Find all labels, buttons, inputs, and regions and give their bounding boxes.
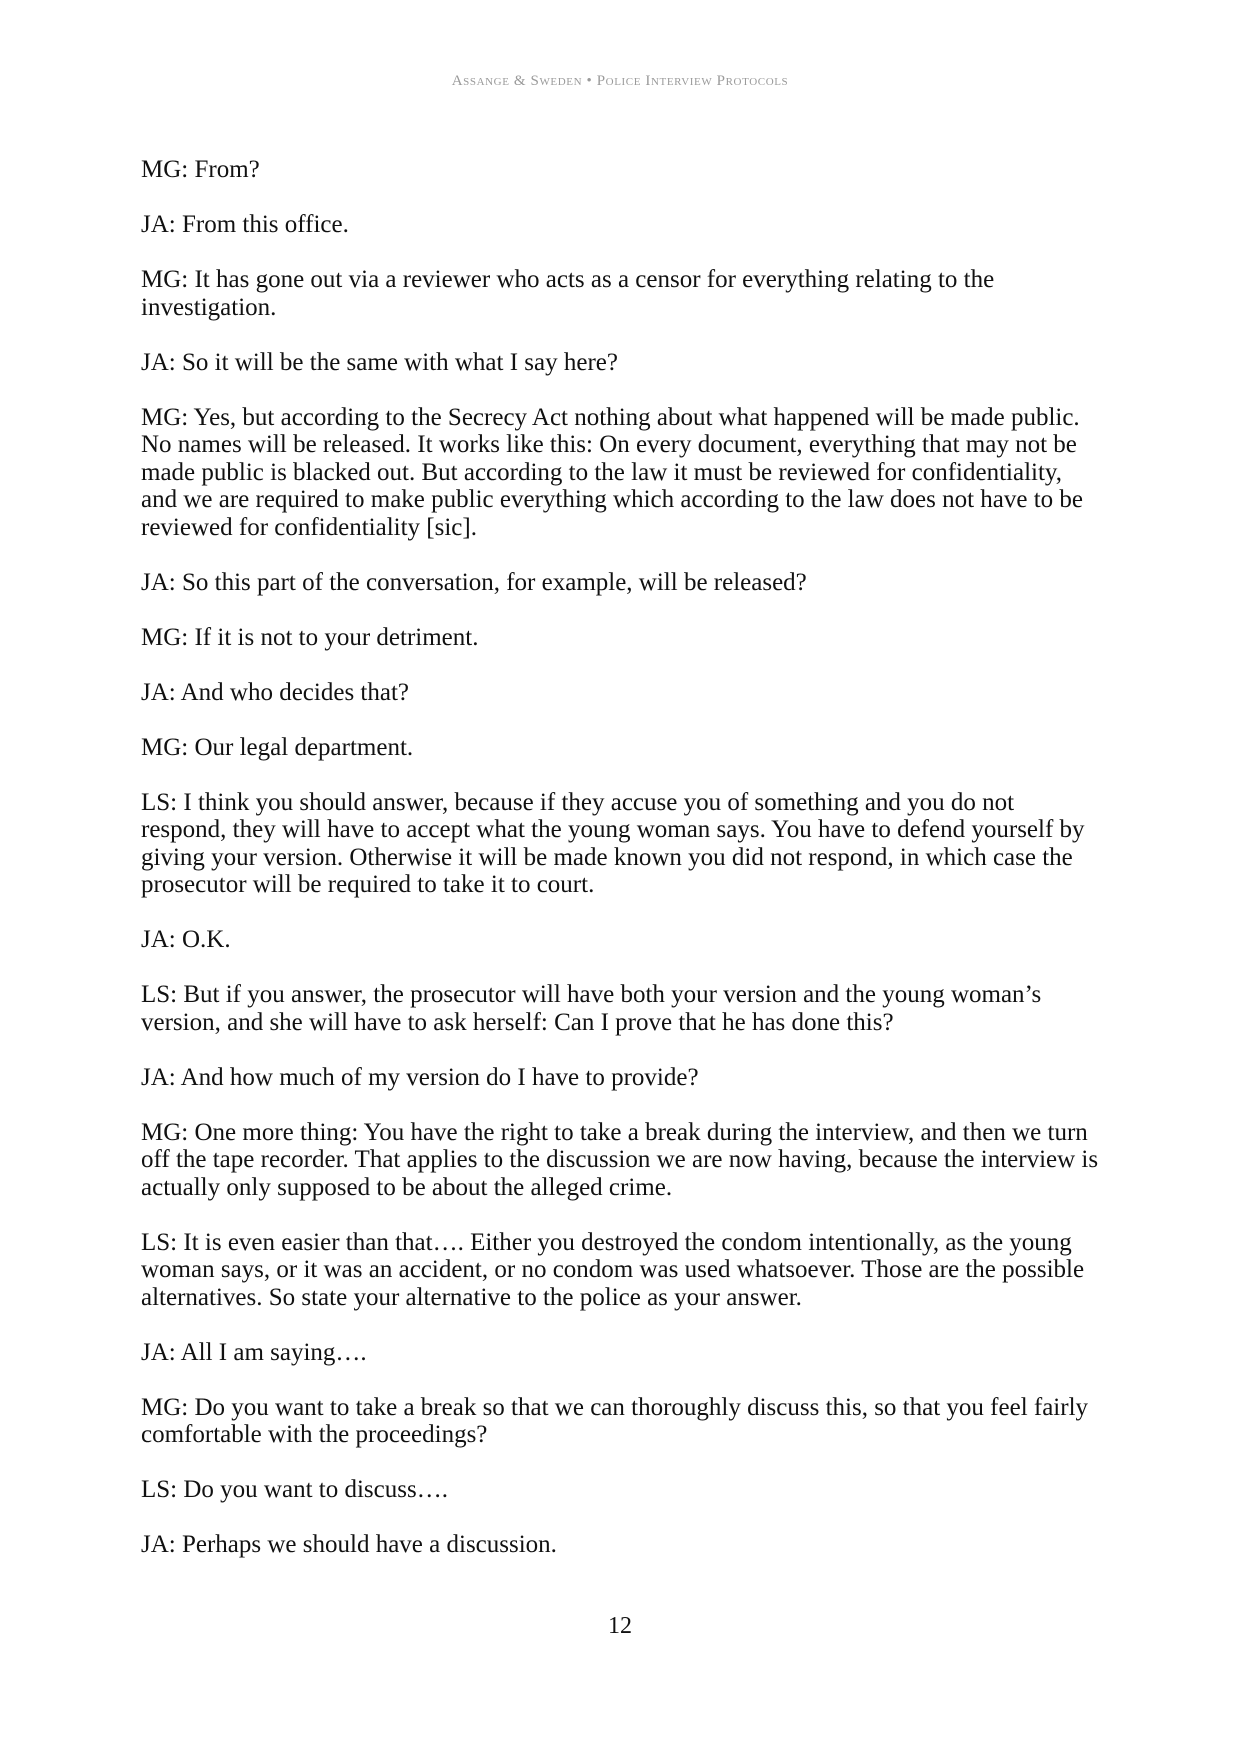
transcript-paragraph: JA: O.K.	[141, 926, 231, 953]
transcript-paragraph: MG: It has gone out via a reviewer who acts as a censor for everything relating to the investigation.	[141, 266, 995, 321]
transcript-paragraph: JA: So this part of the conversation, for example, will be released?	[141, 568, 807, 596]
transcript-paragraph: LS: It is even easier than that…. Either you destroyed the condom intentionally, as the young woman says, or it was an accident, or no condom was used whatsoever. Those are the possible alternatives. So state your alternative to the police as your answer.	[141, 1228, 1085, 1311]
transcript-paragraph: MG: Do you want to take a break so that we can thoroughly discuss this, so that you feel fairly comfortable with the proceedings?	[141, 1393, 1089, 1448]
transcript-paragraph: LS: I think you should answer, because if they accuse you of something and you do not respond, they will have to accept what the young woman says. You have to defend yourself by giving your version. Otherwise it will be made known you did not respond, in which case the prosecutor will be required to take it to court.	[141, 788, 1085, 898]
transcript-paragraph: MG: From?	[141, 156, 260, 183]
transcript-paragraph: JA: Perhaps we should have a discussion.	[141, 1531, 557, 1558]
transcript-paragraph: MG: Yes, but according to the Secrecy Act nothing about what happened will be made public. No names will be released. It works like this: On every document, everything that may not be made public is blacked out. But according to the law it must be reviewed for confidentiality, and we are required to make public everything which according to the law does not have to be reviewed for confidentiality [sic].	[141, 403, 1084, 541]
transcript-paragraph: JA: And who decides that?	[141, 678, 410, 706]
transcript-paragraph: JA: From this office.	[141, 211, 349, 238]
transcript-paragraph: LS: But if you answer, the prosecutor will have both your version and the young woman’s version, and she will have to ask herself: Can I prove that he has done this?	[141, 981, 1042, 1036]
transcript-paragraph: MG: If it is not to your detriment.	[141, 623, 479, 651]
transcript-paragraph: MG: One more thing: You have the right to take a break during the interview, and then we turn off the tape recorder. That applies to the discussion we are now having, because the interview is actually only supposed to be about the alleged crime.	[141, 1118, 1099, 1201]
page-number: 12	[608, 1613, 632, 1639]
transcript-paragraph: JA: And how much of my version do I have to provide?	[141, 1063, 699, 1091]
transcript-paragraph: MG: Our legal department.	[141, 733, 414, 761]
transcript-paragraph: JA: So it will be the same with what I say here?	[141, 348, 618, 376]
transcript-paragraph: JA: All I am saying….	[141, 1338, 367, 1366]
transcript-body	[141, 156, 1101, 1586]
transcript-paragraph: LS: Do you want to discuss….	[141, 1476, 448, 1503]
running-header: Assange & Sweden • Police Interview Protocols	[451, 73, 789, 89]
